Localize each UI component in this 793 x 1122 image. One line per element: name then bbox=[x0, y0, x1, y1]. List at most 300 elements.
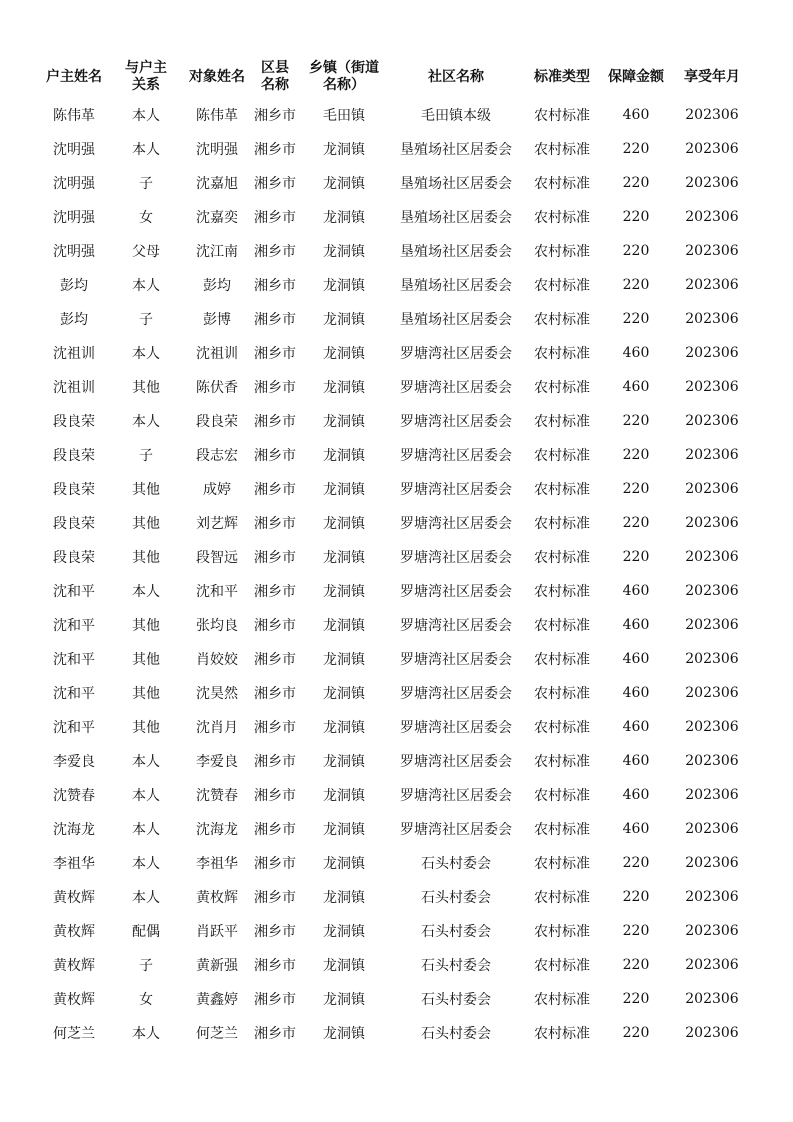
township-cell: 龙洞镇 bbox=[323, 210, 365, 226]
amount-cell: 220 bbox=[622, 243, 650, 259]
standard-type-cell: 农村标准 bbox=[534, 210, 590, 226]
header-row bbox=[40, 56, 752, 98]
township-cell: 龙洞镇 bbox=[323, 618, 365, 634]
header-label-line: 社区名称 bbox=[428, 68, 484, 85]
period-header bbox=[672, 56, 752, 98]
table-row bbox=[40, 166, 752, 200]
table-row bbox=[40, 982, 752, 1016]
community-cell: 罗塘湾社区居委会 bbox=[400, 380, 512, 396]
community-cell: 罗塘湾社区居委会 bbox=[400, 822, 512, 838]
county-cell: 湘乡市 bbox=[254, 958, 296, 974]
county-cell: 湘乡市 bbox=[254, 720, 296, 736]
amount-cell: 460 bbox=[622, 107, 650, 123]
table-row bbox=[40, 676, 752, 710]
beneficiary-name-cell: 段智远 bbox=[196, 550, 238, 566]
county-header bbox=[250, 56, 300, 98]
beneficiary-name-cell: 沈嘉奕 bbox=[196, 210, 238, 226]
county-cell: 湘乡市 bbox=[254, 686, 296, 702]
beneficiary-name-cell: 肖跃平 bbox=[196, 924, 238, 940]
head-of-household-cell: 沈和平 bbox=[53, 652, 95, 668]
table-row bbox=[40, 506, 752, 540]
township-cell: 龙洞镇 bbox=[323, 346, 365, 362]
period-cell: 202306 bbox=[685, 753, 739, 769]
head-of-household-cell: 沈祖训 bbox=[53, 380, 95, 396]
table-row bbox=[40, 948, 752, 982]
header-label-line: 乡镇（街道 bbox=[309, 60, 379, 76]
county-cell: 湘乡市 bbox=[254, 754, 296, 770]
relationship-cell: 其他 bbox=[132, 618, 160, 634]
county-cell: 湘乡市 bbox=[254, 482, 296, 498]
standard-type-cell: 农村标准 bbox=[534, 754, 590, 770]
period-cell: 202306 bbox=[685, 243, 739, 259]
head-of-household-cell: 黄枚辉 bbox=[53, 890, 95, 906]
county-cell: 湘乡市 bbox=[254, 822, 296, 838]
beneficiary-name-cell: 彭博 bbox=[203, 312, 231, 328]
community-header bbox=[388, 56, 524, 98]
standard-type-cell: 农村标准 bbox=[534, 652, 590, 668]
community-cell: 石头村委会 bbox=[421, 924, 491, 940]
relationship-cell: 其他 bbox=[132, 550, 160, 566]
period-cell: 202306 bbox=[685, 617, 739, 633]
beneficiary-name-header bbox=[184, 56, 250, 98]
table-row bbox=[40, 472, 752, 506]
beneficiary-name-cell: 李祖华 bbox=[196, 856, 238, 872]
county-cell: 湘乡市 bbox=[254, 278, 296, 294]
standard-type-cell: 农村标准 bbox=[534, 788, 590, 804]
relationship-cell: 本人 bbox=[132, 584, 160, 600]
standard-type-cell: 农村标准 bbox=[534, 686, 590, 702]
township-cell: 龙洞镇 bbox=[323, 992, 365, 1008]
community-cell: 垦殖场社区居委会 bbox=[400, 176, 512, 192]
county-cell: 湘乡市 bbox=[254, 924, 296, 940]
header-label-line: 标准类型 bbox=[534, 68, 590, 85]
period-cell: 202306 bbox=[685, 889, 739, 905]
township-cell: 龙洞镇 bbox=[323, 312, 365, 328]
relationship-cell: 子 bbox=[139, 958, 153, 974]
period-cell: 202306 bbox=[685, 481, 739, 497]
community-cell: 垦殖场社区居委会 bbox=[400, 278, 512, 294]
community-cell: 石头村委会 bbox=[421, 856, 491, 872]
county-cell: 湘乡市 bbox=[254, 618, 296, 634]
county-cell: 湘乡市 bbox=[254, 142, 296, 158]
period-cell: 202306 bbox=[685, 787, 739, 803]
community-cell: 垦殖场社区居委会 bbox=[400, 244, 512, 260]
header-label-line: 享受年月 bbox=[684, 68, 740, 85]
community-cell: 罗塘湾社区居委会 bbox=[400, 720, 512, 736]
township-cell: 龙洞镇 bbox=[323, 890, 365, 906]
relationship-cell: 本人 bbox=[132, 414, 160, 430]
community-cell: 石头村委会 bbox=[421, 890, 491, 906]
township-cell: 龙洞镇 bbox=[323, 244, 365, 260]
amount-cell: 220 bbox=[622, 889, 650, 905]
head-of-household-header bbox=[40, 56, 108, 98]
header-label-line: 户主姓名 bbox=[46, 68, 102, 85]
table-header bbox=[40, 56, 752, 98]
standard-type-cell: 农村标准 bbox=[534, 346, 590, 362]
township-cell: 龙洞镇 bbox=[323, 584, 365, 600]
period-cell: 202306 bbox=[685, 991, 739, 1007]
standard-type-cell: 农村标准 bbox=[534, 720, 590, 736]
period-cell: 202306 bbox=[685, 447, 739, 463]
relationship-cell: 其他 bbox=[132, 652, 160, 668]
standard-type-cell: 农村标准 bbox=[534, 278, 590, 294]
township-cell: 毛田镇 bbox=[323, 108, 365, 124]
relationship-cell: 其他 bbox=[132, 482, 160, 498]
county-cell: 湘乡市 bbox=[254, 380, 296, 396]
table-row bbox=[40, 370, 752, 404]
beneficiary-name-cell: 张均良 bbox=[196, 618, 238, 634]
relationship-cell: 子 bbox=[139, 176, 153, 192]
assistance-roster-table bbox=[40, 56, 752, 1050]
head-of-household-cell: 沈和平 bbox=[53, 584, 95, 600]
table-row bbox=[40, 336, 752, 370]
amount-cell: 220 bbox=[622, 141, 650, 157]
relationship-cell: 本人 bbox=[132, 754, 160, 770]
community-cell: 罗塘湾社区居委会 bbox=[400, 788, 512, 804]
standard-type-cell: 农村标准 bbox=[534, 244, 590, 260]
relationship-cell: 其他 bbox=[132, 720, 160, 736]
relationship-cell: 本人 bbox=[132, 856, 160, 872]
beneficiary-name-cell: 黄新强 bbox=[196, 958, 238, 974]
period-cell: 202306 bbox=[685, 583, 739, 599]
community-cell: 罗塘湾社区居委会 bbox=[400, 754, 512, 770]
head-of-household-cell: 黄枚辉 bbox=[53, 992, 95, 1008]
head-of-household-cell: 沈明强 bbox=[53, 142, 95, 158]
beneficiary-name-cell: 陈伏香 bbox=[196, 380, 238, 396]
head-of-household-cell: 黄枚辉 bbox=[53, 924, 95, 940]
head-of-household-cell: 沈明强 bbox=[53, 176, 95, 192]
beneficiary-name-cell: 沈肖月 bbox=[196, 720, 238, 736]
amount-cell: 460 bbox=[622, 753, 650, 769]
relationship-cell: 女 bbox=[139, 992, 153, 1008]
period-cell: 202306 bbox=[685, 345, 739, 361]
relationship-cell: 本人 bbox=[132, 788, 160, 804]
beneficiary-name-cell: 何芝兰 bbox=[196, 1026, 238, 1042]
header-label-line: 与户主 bbox=[125, 60, 167, 76]
township-cell: 龙洞镇 bbox=[323, 550, 365, 566]
head-of-household-cell: 黄枚辉 bbox=[53, 958, 95, 974]
head-of-household-cell: 沈和平 bbox=[53, 720, 95, 736]
table-row bbox=[40, 846, 752, 880]
period-cell: 202306 bbox=[685, 209, 739, 225]
county-cell: 湘乡市 bbox=[254, 448, 296, 464]
table-row bbox=[40, 200, 752, 234]
head-of-household-cell: 段良荣 bbox=[53, 482, 95, 498]
county-cell: 湘乡市 bbox=[254, 312, 296, 328]
relationship-cell: 本人 bbox=[132, 278, 160, 294]
table-row bbox=[40, 438, 752, 472]
amount-cell: 220 bbox=[622, 549, 650, 565]
beneficiary-name-cell: 沈明强 bbox=[196, 142, 238, 158]
relationship-cell: 子 bbox=[139, 448, 153, 464]
relationship-cell: 配偶 bbox=[132, 924, 160, 940]
community-cell: 罗塘湾社区居委会 bbox=[400, 652, 512, 668]
standard-type-cell: 农村标准 bbox=[534, 414, 590, 430]
township-cell: 龙洞镇 bbox=[323, 278, 365, 294]
amount-cell: 220 bbox=[622, 175, 650, 191]
head-of-household-cell: 何芝兰 bbox=[53, 1026, 95, 1042]
head-of-household-cell: 彭均 bbox=[60, 312, 88, 328]
community-cell: 罗塘湾社区居委会 bbox=[400, 618, 512, 634]
county-cell: 湘乡市 bbox=[254, 176, 296, 192]
period-cell: 202306 bbox=[685, 141, 739, 157]
community-cell: 毛田镇本级 bbox=[421, 108, 491, 124]
head-of-household-cell: 沈祖训 bbox=[53, 346, 95, 362]
relationship-cell: 子 bbox=[139, 312, 153, 328]
community-cell: 垦殖场社区居委会 bbox=[400, 210, 512, 226]
amount-cell: 460 bbox=[622, 821, 650, 837]
township-cell: 龙洞镇 bbox=[323, 754, 365, 770]
township-cell: 龙洞镇 bbox=[323, 482, 365, 498]
period-cell: 202306 bbox=[685, 923, 739, 939]
community-cell: 罗塘湾社区居委会 bbox=[400, 584, 512, 600]
standard-type-cell: 农村标准 bbox=[534, 618, 590, 634]
amount-cell: 220 bbox=[622, 481, 650, 497]
amount-cell: 220 bbox=[622, 515, 650, 531]
head-of-household-cell: 沈赞春 bbox=[53, 788, 95, 804]
county-cell: 湘乡市 bbox=[254, 516, 296, 532]
head-of-household-cell: 李祖华 bbox=[53, 856, 95, 872]
beneficiary-name-cell: 段良荣 bbox=[196, 414, 238, 430]
county-cell: 湘乡市 bbox=[254, 584, 296, 600]
beneficiary-name-cell: 肖姣姣 bbox=[196, 652, 238, 668]
table-row bbox=[40, 268, 752, 302]
county-cell: 湘乡市 bbox=[254, 788, 296, 804]
amount-cell: 460 bbox=[622, 583, 650, 599]
standard-type-cell: 农村标准 bbox=[534, 924, 590, 940]
beneficiary-name-cell: 李爱良 bbox=[196, 754, 238, 770]
amount-cell: 220 bbox=[622, 311, 650, 327]
period-cell: 202306 bbox=[685, 651, 739, 667]
county-cell: 湘乡市 bbox=[254, 856, 296, 872]
township-cell: 龙洞镇 bbox=[323, 142, 365, 158]
amount-cell: 460 bbox=[622, 617, 650, 633]
head-of-household-cell: 段良荣 bbox=[53, 550, 95, 566]
county-cell: 湘乡市 bbox=[254, 414, 296, 430]
table-row bbox=[40, 880, 752, 914]
beneficiary-name-cell: 彭均 bbox=[203, 278, 231, 294]
township-cell: 龙洞镇 bbox=[323, 788, 365, 804]
community-cell: 罗塘湾社区居委会 bbox=[400, 516, 512, 532]
head-of-household-cell: 段良荣 bbox=[53, 448, 95, 464]
head-of-household-cell: 段良荣 bbox=[53, 516, 95, 532]
relationship-cell: 女 bbox=[139, 210, 153, 226]
township-cell: 龙洞镇 bbox=[323, 176, 365, 192]
relationship-cell: 其他 bbox=[132, 380, 160, 396]
relationship-cell: 其他 bbox=[132, 516, 160, 532]
relationship-cell: 其他 bbox=[132, 686, 160, 702]
township-cell: 龙洞镇 bbox=[323, 448, 365, 464]
period-cell: 202306 bbox=[685, 311, 739, 327]
head-of-household-cell: 陈伟革 bbox=[53, 108, 95, 124]
head-of-household-cell: 沈和平 bbox=[53, 618, 95, 634]
period-cell: 202306 bbox=[685, 175, 739, 191]
community-cell: 石头村委会 bbox=[421, 1026, 491, 1042]
township-cell: 龙洞镇 bbox=[323, 822, 365, 838]
period-cell: 202306 bbox=[685, 855, 739, 871]
head-of-household-cell: 段良荣 bbox=[53, 414, 95, 430]
period-cell: 202306 bbox=[685, 413, 739, 429]
period-cell: 202306 bbox=[685, 277, 739, 293]
amount-cell: 460 bbox=[622, 787, 650, 803]
township-cell: 龙洞镇 bbox=[323, 1026, 365, 1042]
community-cell: 垦殖场社区居委会 bbox=[400, 142, 512, 158]
table-row bbox=[40, 608, 752, 642]
header-label-line: 关系 bbox=[132, 77, 160, 93]
period-cell: 202306 bbox=[685, 379, 739, 395]
period-cell: 202306 bbox=[685, 107, 739, 123]
table-row bbox=[40, 302, 752, 336]
table-row bbox=[40, 404, 752, 438]
beneficiary-name-cell: 沈海龙 bbox=[196, 822, 238, 838]
amount-cell: 220 bbox=[622, 855, 650, 871]
amount-cell: 220 bbox=[622, 413, 650, 429]
head-of-household-cell: 沈和平 bbox=[53, 686, 95, 702]
relationship-cell: 本人 bbox=[132, 890, 160, 906]
head-of-household-cell: 沈海龙 bbox=[53, 822, 95, 838]
table-row bbox=[40, 744, 752, 778]
county-cell: 湘乡市 bbox=[254, 244, 296, 260]
county-cell: 湘乡市 bbox=[254, 1026, 296, 1042]
county-cell: 湘乡市 bbox=[254, 210, 296, 226]
standard-type-cell: 农村标准 bbox=[534, 176, 590, 192]
standard-type-header bbox=[524, 56, 600, 98]
head-of-household-cell: 李爱良 bbox=[53, 754, 95, 770]
amount-cell: 460 bbox=[622, 719, 650, 735]
standard-type-cell: 农村标准 bbox=[534, 822, 590, 838]
period-cell: 202306 bbox=[685, 957, 739, 973]
standard-type-cell: 农村标准 bbox=[534, 584, 590, 600]
relationship-cell: 本人 bbox=[132, 1026, 160, 1042]
table-row bbox=[40, 540, 752, 574]
table-row bbox=[40, 710, 752, 744]
amount-cell: 220 bbox=[622, 991, 650, 1007]
amount-cell: 220 bbox=[622, 923, 650, 939]
header-label-line: 区县 bbox=[261, 60, 289, 76]
table-row bbox=[40, 812, 752, 846]
beneficiary-name-cell: 沈祖训 bbox=[196, 346, 238, 362]
community-cell: 罗塘湾社区居委会 bbox=[400, 414, 512, 430]
township-cell: 龙洞镇 bbox=[323, 516, 365, 532]
amount-cell: 460 bbox=[622, 651, 650, 667]
beneficiary-name-cell: 沈和平 bbox=[196, 584, 238, 600]
township-cell: 龙洞镇 bbox=[323, 720, 365, 736]
amount-header bbox=[600, 56, 672, 98]
header-label-line: 保障金额 bbox=[608, 68, 664, 85]
header-label-line: 对象姓名 bbox=[189, 68, 245, 85]
period-cell: 202306 bbox=[685, 549, 739, 565]
period-cell: 202306 bbox=[685, 719, 739, 735]
community-cell: 石头村委会 bbox=[421, 958, 491, 974]
table-body bbox=[40, 98, 752, 1050]
township-cell: 龙洞镇 bbox=[323, 924, 365, 940]
standard-type-cell: 农村标准 bbox=[534, 1026, 590, 1042]
period-cell: 202306 bbox=[685, 821, 739, 837]
header-label-line: 名称） bbox=[323, 77, 365, 93]
amount-cell: 220 bbox=[622, 209, 650, 225]
county-cell: 湘乡市 bbox=[254, 108, 296, 124]
relationship-cell: 父母 bbox=[132, 244, 160, 260]
period-cell: 202306 bbox=[685, 685, 739, 701]
county-cell: 湘乡市 bbox=[254, 992, 296, 1008]
standard-type-cell: 农村标准 bbox=[534, 890, 590, 906]
table-row bbox=[40, 574, 752, 608]
table-row bbox=[40, 98, 752, 132]
beneficiary-name-cell: 沈嘉旭 bbox=[196, 176, 238, 192]
township-cell: 龙洞镇 bbox=[323, 686, 365, 702]
beneficiary-name-cell: 段志宏 bbox=[196, 448, 238, 464]
community-cell: 罗塘湾社区居委会 bbox=[400, 448, 512, 464]
standard-type-cell: 农村标准 bbox=[534, 448, 590, 464]
township-cell: 龙洞镇 bbox=[323, 652, 365, 668]
relationship-header bbox=[108, 56, 184, 98]
header-label-line: 名称 bbox=[261, 77, 289, 93]
standard-type-cell: 农村标准 bbox=[534, 108, 590, 124]
period-cell: 202306 bbox=[685, 1025, 739, 1041]
relationship-cell: 本人 bbox=[132, 822, 160, 838]
community-cell: 罗塘湾社区居委会 bbox=[400, 550, 512, 566]
community-cell: 石头村委会 bbox=[421, 992, 491, 1008]
standard-type-cell: 农村标准 bbox=[534, 856, 590, 872]
table-row bbox=[40, 1016, 752, 1050]
county-cell: 湘乡市 bbox=[254, 550, 296, 566]
county-cell: 湘乡市 bbox=[254, 890, 296, 906]
period-cell: 202306 bbox=[685, 515, 739, 531]
beneficiary-name-cell: 黄枚辉 bbox=[196, 890, 238, 906]
standard-type-cell: 农村标准 bbox=[534, 516, 590, 532]
relationship-cell: 本人 bbox=[132, 346, 160, 362]
standard-type-cell: 农村标准 bbox=[534, 142, 590, 158]
township-cell: 龙洞镇 bbox=[323, 414, 365, 430]
head-of-household-cell: 沈明强 bbox=[53, 244, 95, 260]
beneficiary-name-cell: 黄鑫婷 bbox=[196, 992, 238, 1008]
amount-cell: 220 bbox=[622, 957, 650, 973]
community-cell: 罗塘湾社区居委会 bbox=[400, 686, 512, 702]
amount-cell: 220 bbox=[622, 447, 650, 463]
township-cell: 龙洞镇 bbox=[323, 380, 365, 396]
standard-type-cell: 农村标准 bbox=[534, 550, 590, 566]
head-of-household-cell: 沈明强 bbox=[53, 210, 95, 226]
amount-cell: 220 bbox=[622, 1025, 650, 1041]
county-cell: 湘乡市 bbox=[254, 652, 296, 668]
table-row bbox=[40, 778, 752, 812]
amount-cell: 460 bbox=[622, 345, 650, 361]
beneficiary-name-cell: 刘艺辉 bbox=[196, 516, 238, 532]
amount-cell: 220 bbox=[622, 277, 650, 293]
beneficiary-name-cell: 成婷 bbox=[203, 482, 231, 498]
standard-type-cell: 农村标准 bbox=[534, 380, 590, 396]
community-cell: 罗塘湾社区居委会 bbox=[400, 346, 512, 362]
beneficiary-name-cell: 沈昊然 bbox=[196, 686, 238, 702]
beneficiary-name-cell: 沈赞春 bbox=[196, 788, 238, 804]
table-row bbox=[40, 234, 752, 268]
amount-cell: 460 bbox=[622, 685, 650, 701]
county-cell: 湘乡市 bbox=[254, 346, 296, 362]
table-row bbox=[40, 642, 752, 676]
standard-type-cell: 农村标准 bbox=[534, 992, 590, 1008]
community-cell: 罗塘湾社区居委会 bbox=[400, 482, 512, 498]
standard-type-cell: 农村标准 bbox=[534, 958, 590, 974]
standard-type-cell: 农村标准 bbox=[534, 312, 590, 328]
head-of-household-cell: 彭均 bbox=[60, 278, 88, 294]
standard-type-cell: 农村标准 bbox=[534, 482, 590, 498]
relationship-cell: 本人 bbox=[132, 108, 160, 124]
relationship-cell: 本人 bbox=[132, 142, 160, 158]
township-header bbox=[300, 56, 388, 98]
amount-cell: 460 bbox=[622, 379, 650, 395]
table-row bbox=[40, 914, 752, 948]
township-cell: 龙洞镇 bbox=[323, 856, 365, 872]
